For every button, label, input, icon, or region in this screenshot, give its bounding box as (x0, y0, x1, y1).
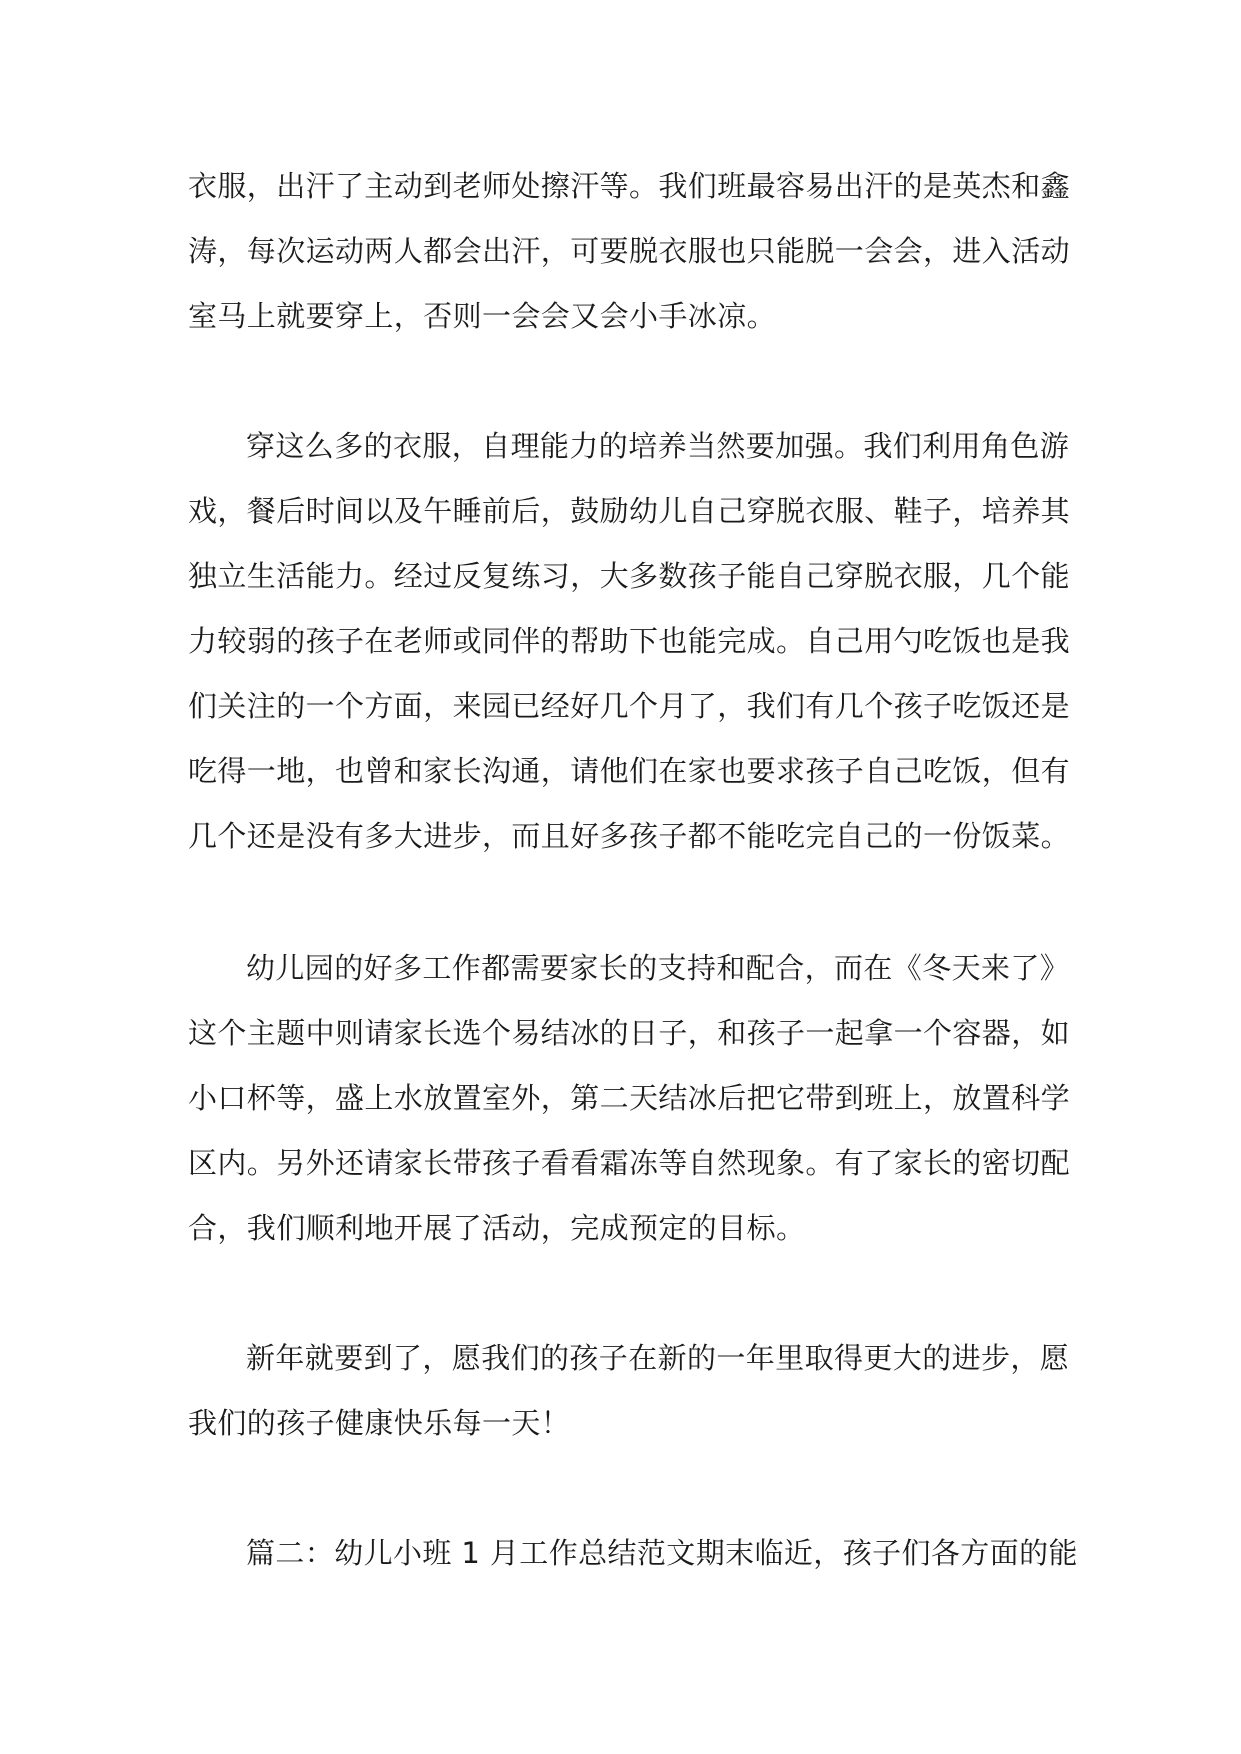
paragraph-line: 我们的孩子健康快乐每一天！ (188, 1406, 571, 1440)
paragraph-line: 这个主题中则请家长选个易结冰的日子，和孩子一起拿一个容器，如 (188, 1016, 1071, 1050)
paragraph-line: 小口杯等，盛上水放置室外，第二天结冰后把它带到班上，放置科学 (188, 1081, 1071, 1115)
paragraph-line: 涛，每次运动两人都会出汗，可要脱衣服也只能脱一会会，进入活动 (188, 234, 1071, 268)
paragraph-line: 独立生活能力。经过反复练习，大多数孩子能自己穿脱衣服，几个能 (188, 559, 1071, 593)
paragraph-line: 吃得一地，也曾和家长沟通，请他们在家也要求孩子自己吃饭，但有 (188, 754, 1071, 788)
paragraph-line: 几个还是没有多大进步，而且好多孩子都不能吃完自己的一份饭菜。 (188, 819, 1071, 853)
paragraph-line: 穿这么多的衣服，自理能力的培养当然要加强。我们利用角色游 (246, 429, 1070, 463)
paragraph-line: 室马上就要穿上，否则一会会又会小手冰凉。 (188, 299, 777, 333)
paragraph-line: 们关注的一个方面，来园已经好几个月了，我们有几个孩子吃饭还是 (188, 689, 1071, 723)
paragraph-line: 合，我们顺利地开展了活动，完成预定的目标。 (188, 1211, 806, 1245)
paragraph-line: 区内。另外还请家长带孩子看看霜冻等自然现象。有了家长的密切配 (188, 1146, 1071, 1180)
paragraph-line: 篇二：幼儿小班 1 月工作总结范文期末临近，孩子们各方面的能 (246, 1536, 1078, 1570)
paragraph-line: 戏，餐后时间以及午睡前后，鼓励幼儿自己穿脱衣服、鞋子，培养其 (188, 494, 1071, 528)
paragraph-line: 新年就要到了，愿我们的孩子在新的一年里取得更大的进步，愿 (246, 1341, 1070, 1375)
paragraph-line: 衣服，出汗了主动到老师处擦汗等。我们班最容易出汗的是英杰和鑫 (188, 169, 1071, 203)
paragraph-line: 力较弱的孩子在老师或同伴的帮助下也能完成。自己用勺吃饭也是我 (188, 624, 1071, 658)
paragraph-line: 幼儿园的好多工作都需要家长的支持和配合，而在《冬天来了》 (246, 951, 1070, 985)
